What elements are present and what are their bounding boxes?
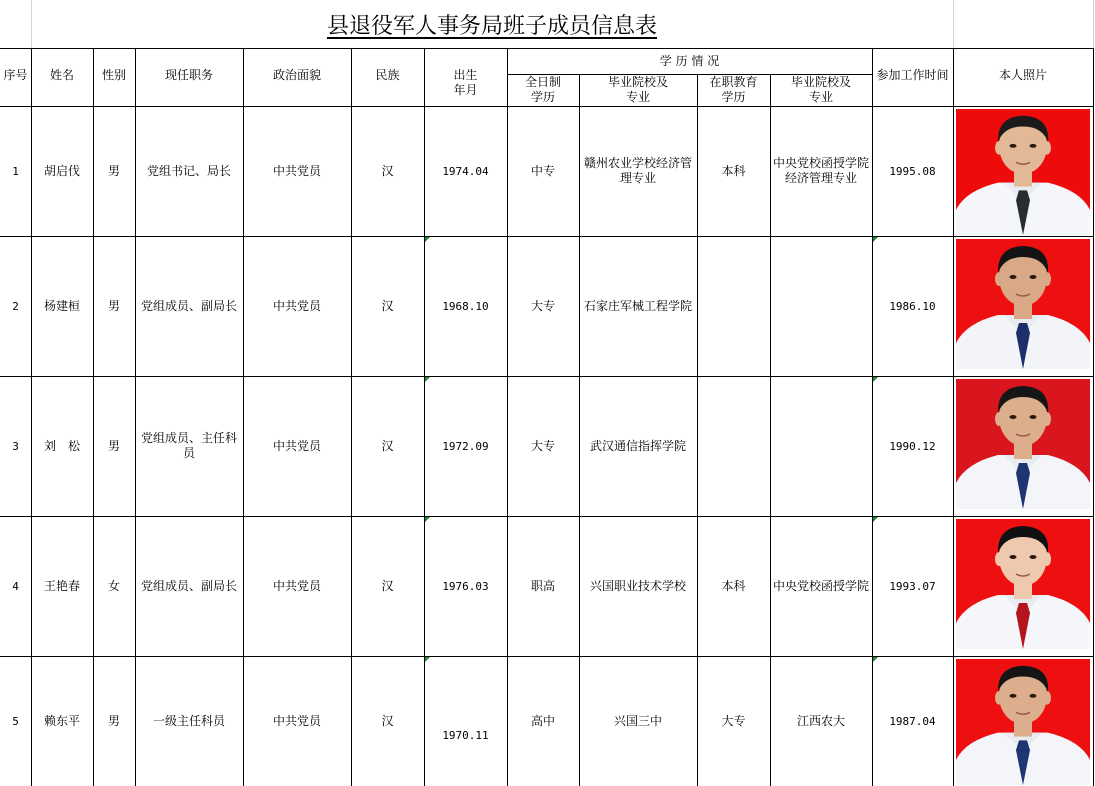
politics-cell: 中共党员 — [272, 163, 321, 178]
header-position: 现任职务 — [164, 68, 213, 82]
name-cell: 赖东平 — [43, 713, 80, 728]
birth-cell: 1970.11 — [442, 729, 489, 742]
cell-note-marker — [425, 517, 430, 522]
ethnicity-cell: 汉 — [381, 298, 394, 313]
politics-cell: 中共党员 — [272, 578, 321, 593]
cell-note-marker — [425, 237, 430, 242]
member-photo — [956, 239, 1090, 369]
workstart-cell: 1990.12 — [889, 439, 936, 453]
cell-note-marker — [873, 517, 878, 522]
page-title: 县退役军人事务局班子成员信息表 — [326, 13, 657, 39]
fulltime-school-cell: 石家庄军械工程学院 — [583, 298, 692, 313]
member-photo — [956, 519, 1090, 649]
workstart-cell: 1987.04 — [889, 714, 936, 728]
seq-cell: 1 — [12, 164, 19, 178]
gender-cell: 男 — [107, 438, 120, 453]
politics-cell: 中共党员 — [272, 438, 321, 453]
birth-cell: 1968.10 — [442, 299, 489, 313]
birth-cell: 1972.09 — [442, 439, 489, 453]
fulltime-school-cell: 武汉通信指挥学院 — [589, 438, 686, 453]
inservice-school-cell: 江西农大 — [796, 713, 845, 728]
header-fulltime: 全日制 学历 — [524, 75, 561, 104]
member-photo — [956, 109, 1090, 235]
header-birth: 出生 年月 — [453, 68, 478, 97]
inservice-school-cell — [770, 376, 872, 516]
position-cell: 党组书记、局长 — [146, 163, 231, 178]
position-cell: 党组成员、副局长 — [140, 578, 237, 593]
header-ethnicity: 民族 — [375, 68, 400, 82]
ethnicity-cell: 汉 — [381, 438, 394, 453]
position-cell: 党组成员、副局长 — [140, 298, 237, 313]
gender-cell: 男 — [107, 298, 120, 313]
header-photo: 本人照片 — [998, 68, 1047, 82]
header-gender: 性别 — [101, 68, 126, 82]
workstart-cell: 1986.10 — [889, 299, 936, 313]
header-education: 学 历 情 况 — [659, 53, 720, 68]
inservice-edu-cell: 大专 — [721, 713, 746, 728]
inservice-edu-cell — [697, 236, 770, 376]
seq-cell: 3 — [12, 439, 19, 453]
politics-cell: 中共党员 — [272, 298, 321, 313]
inservice-school-cell — [770, 236, 872, 376]
header-inservice: 在职教育 学历 — [709, 75, 758, 104]
ethnicity-cell: 汉 — [381, 163, 394, 178]
cell-note-marker — [425, 657, 430, 662]
seq-cell: 5 — [12, 714, 19, 728]
header-seq: 序号 — [3, 68, 28, 82]
position-cell: 党组成员、主任科员 — [140, 431, 237, 460]
inservice-edu-cell: 本科 — [721, 163, 746, 178]
fulltime-school-cell: 赣州农业学校经济管理专业 — [583, 156, 692, 185]
birth-cell: 1974.04 — [442, 164, 489, 178]
workstart-cell: 1995.08 — [889, 164, 936, 178]
table-border — [953, 48, 954, 786]
gender-cell: 男 — [107, 713, 120, 728]
inservice-school-cell: 中央党校函授学院 — [772, 578, 869, 593]
gender-cell: 女 — [107, 578, 120, 593]
inservice-edu-cell — [697, 376, 770, 516]
cell-note-marker — [873, 377, 878, 382]
name-cell: 胡启伐 — [43, 163, 80, 178]
politics-cell: 中共党员 — [272, 713, 321, 728]
name-cell: 刘 松 — [43, 438, 80, 453]
birth-cell: 1976.03 — [442, 579, 489, 593]
fulltime-school-cell: 兴国职业技术学校 — [589, 578, 686, 593]
fulltime-school-cell: 兴国三中 — [613, 713, 662, 728]
gender-cell: 男 — [107, 163, 120, 178]
fulltime-edu-cell: 高中 — [530, 713, 555, 728]
fulltime-edu-cell: 大专 — [530, 438, 555, 453]
table-border — [1093, 48, 1094, 786]
member-photo — [956, 659, 1090, 785]
position-cell: 一级主任科员 — [152, 713, 225, 728]
name-cell: 王艳春 — [43, 578, 80, 593]
fulltime-edu-cell: 中专 — [530, 163, 555, 178]
workstart-cell: 1993.07 — [889, 579, 936, 593]
seq-cell: 4 — [12, 579, 19, 593]
fulltime-edu-cell: 职高 — [530, 578, 555, 593]
header-school-fulltime: 毕业院校及 专业 — [607, 75, 668, 104]
inservice-edu-cell: 本科 — [721, 578, 746, 593]
header-workstart: 参加工作时间 — [876, 68, 949, 82]
cell-note-marker — [425, 377, 430, 382]
inservice-school-cell: 中央党校函授学院经济管理专业 — [772, 156, 869, 185]
ethnicity-cell: 汉 — [381, 578, 394, 593]
header-school-inservice: 毕业院校及 专业 — [790, 75, 851, 104]
name-cell: 杨建桓 — [43, 298, 80, 313]
gridline — [953, 0, 954, 48]
ethnicity-cell: 汉 — [381, 713, 394, 728]
seq-cell: 2 — [12, 299, 19, 313]
cell-note-marker — [873, 657, 878, 662]
cell-note-marker — [873, 237, 878, 242]
header-politics: 政治面貌 — [272, 68, 321, 82]
member-photo — [956, 379, 1090, 509]
header-name: 姓名 — [49, 68, 74, 82]
fulltime-edu-cell: 大专 — [530, 298, 555, 313]
